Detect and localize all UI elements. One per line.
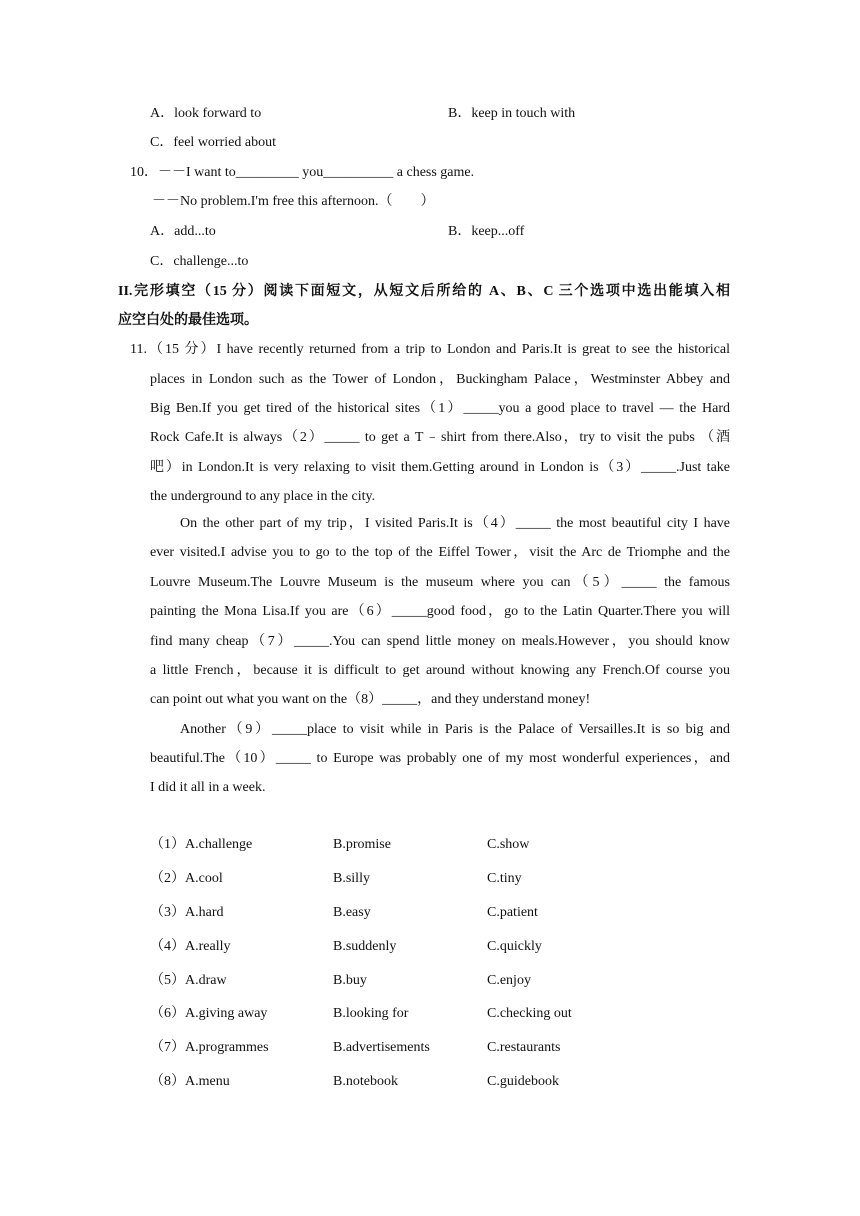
- option-c: C.quickly: [487, 939, 542, 954]
- passage-line-6: the underground to any place in the city.: [150, 489, 376, 504]
- passage-line-3: Big Ben.If you get tired of the historical sites（1）_____you a good place to travel — the Hard: [150, 401, 730, 416]
- option-c: C.restaurants: [487, 1040, 561, 1055]
- option-b: B.buy: [333, 973, 367, 988]
- passage-line-9: Louvre Museum.The Louvre Museum is the museum where you can（5）_____ the famous: [150, 575, 730, 590]
- options-row-8: [150, 1072, 750, 1092]
- option-b: B.suddenly: [333, 939, 397, 954]
- options-row-1: [150, 835, 750, 855]
- option-a: （2）A.cool: [150, 871, 223, 886]
- q10-stem: 10．－－I want to_________ you__________ a chess game.: [130, 165, 475, 180]
- q9-option-c: C．feel worried about: [150, 135, 276, 150]
- passage-line-15: beautiful.The（10）_____ to Europe was probably one of my most wonderful experiences，and: [150, 751, 730, 766]
- passage-line-1: 11.（15 分）I have recently returned from a trip to London and Paris.It is great to see the historical: [130, 342, 730, 357]
- section-heading-line2: 应空白处的最佳选项。: [118, 313, 258, 328]
- option-b: B.notebook: [333, 1074, 398, 1089]
- passage-line-14: Another（9）_____place to visit while in Paris is the Palace of Versailles.It is so big and: [180, 722, 730, 737]
- passage-line-12: a little French，because it is difficult to get around without knowing any French.Of course you: [150, 663, 730, 678]
- section-heading-line1: II.完形填空（15 分）阅读下面短文，从短文后所给的 A、B、C 三个选项中选出能填入相: [118, 284, 730, 299]
- options-row-3: [150, 903, 750, 923]
- q10-option-c: C．challenge...to: [150, 254, 249, 269]
- passage-line-4: Rock Cafe.It is always（2）_____ to get a T﹣shirt from there.Also，try to visit the pubs （酒: [150, 430, 730, 445]
- q9-option-b: B．keep in touch with: [448, 106, 576, 121]
- q10-option-b: B．keep...off: [448, 224, 525, 239]
- passage-line-13: can point out what you want on the（8）_____，and they understand money!: [150, 692, 591, 707]
- options-row-7: [150, 1038, 750, 1058]
- option-a: （4）A.really: [150, 939, 231, 954]
- passage-line-11: find many cheap（7）_____.You can spend little money on meals.However，you should know: [150, 634, 730, 649]
- option-b: B.easy: [333, 905, 371, 920]
- option-b: B.advertisements: [333, 1040, 430, 1055]
- option-a: （6）A.giving away: [150, 1006, 268, 1021]
- option-a: （1）A.challenge: [150, 837, 253, 852]
- passage-line-8: ever visited.I advise you to go to the top of the Eiffel Tower，visit the Arc de Triomphe and the: [150, 545, 730, 560]
- option-a: （8）A.menu: [150, 1074, 230, 1089]
- passage-line-2: places in London such as the Tower of London，Buckingham Palace，Westminster Abbey and: [150, 372, 730, 387]
- option-a: （3）A.hard: [150, 905, 224, 920]
- q10-reply: －－No problem.I'm free this afternoon.（ ）: [152, 194, 435, 209]
- options-row-2: [150, 869, 750, 889]
- option-b: B.promise: [333, 837, 391, 852]
- option-c: C.checking out: [487, 1006, 572, 1021]
- option-c: C.show: [487, 837, 530, 852]
- passage-line-16: I did it all in a week.: [150, 780, 266, 795]
- option-c: C.tiny: [487, 871, 522, 886]
- options-row-4: [150, 937, 750, 957]
- passage-line-7: On the other part of my trip，I visited Paris.It is（4）_____ the most beautiful city I have: [180, 516, 730, 531]
- passage-line-10: painting the Mona Lisa.If you are（6）_____good food，go to the Latin Quarter.There you will: [150, 604, 730, 619]
- option-c: C.enjoy: [487, 973, 531, 988]
- option-b: B.looking for: [333, 1006, 409, 1021]
- q10-option-a: A．add...to: [150, 224, 216, 239]
- option-a: （7）A.programmes: [150, 1040, 269, 1055]
- options-row-5: [150, 971, 750, 991]
- option-c: C.guidebook: [487, 1074, 559, 1089]
- options-row-6: [150, 1004, 750, 1024]
- option-a: （5）A.draw: [150, 973, 227, 988]
- option-b: B.silly: [333, 871, 370, 886]
- option-c: C.patient: [487, 905, 538, 920]
- q9-option-a: A．look forward to: [150, 106, 262, 121]
- passage-line-5: 吧）in London.It is very relaxing to visit them.Getting around in London is（3）_____.Just take: [150, 460, 730, 475]
